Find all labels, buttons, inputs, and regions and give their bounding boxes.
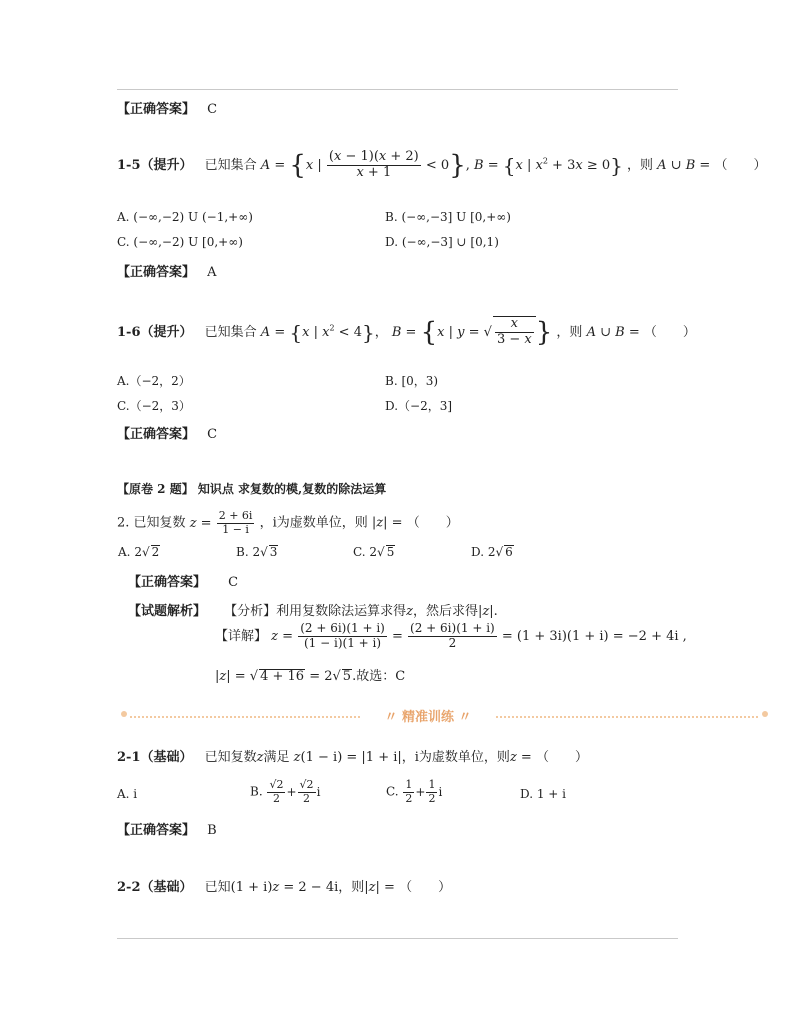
option-b: B. (−∞,−3] U [0,+∞) [385, 210, 511, 224]
option-c [353, 545, 395, 559]
original-question-header: 【原卷 2 题】 知识点 求复数的模,复数的除法运算 [117, 482, 387, 496]
question-number: 1-5（提升） [117, 157, 193, 173]
question-text-b: 满足 [263, 750, 290, 765]
question-text-b: ，则 [338, 880, 365, 895]
answer-parentheses: （ ） [406, 515, 459, 531]
question-1-5-stem [117, 150, 766, 181]
question-number: 1-6（提升） [117, 324, 193, 340]
answer-label: 【正确答案】 [117, 427, 196, 442]
formula-z: z = $\frac{2 + 6i}{1 - i}$ [189, 509, 253, 536]
option-label: B. [236, 545, 249, 559]
option-b: B. [0，3) [385, 374, 439, 388]
option-label: D. [471, 545, 485, 559]
option-label: A. [118, 545, 131, 559]
formula-z-eq: z = [509, 750, 532, 765]
option-d: D.（−2，3] [385, 399, 453, 413]
option-d [471, 545, 514, 559]
conclusion-line [215, 665, 405, 684]
conclusion-text: .故选：C [352, 669, 406, 684]
banner-dot-left [121, 711, 127, 717]
answer-parentheses: （ ） [714, 157, 767, 173]
question-text: 已知 [204, 880, 231, 895]
section-banner [360, 706, 496, 725]
banner-dot-right [762, 711, 768, 717]
option-formula: 1 + i [536, 787, 566, 801]
formula-modulus: |z|. [478, 604, 498, 619]
analysis-text: 【分析】利用复数除法运算求得 [224, 604, 407, 619]
formula-z: z [256, 750, 264, 765]
analysis-label: 【试题解析】 [128, 604, 207, 619]
option-formula: 2√ 2 [134, 545, 160, 559]
detail-line [215, 622, 687, 651]
banner-mark-icon: 〃 [458, 710, 472, 725]
option-d: D. (−∞,−3] ∪ [0,1) [385, 235, 499, 249]
answer-parentheses: （ ） [399, 880, 452, 895]
option-label: C. [353, 545, 366, 559]
option-formula: $\frac{√2}{2}$ + $\frac{√2}{2}$ i [269, 778, 321, 805]
formula-union: A ∪ B = [657, 157, 711, 173]
question-text: 2. 已知复数 [117, 515, 186, 531]
top-rule [117, 89, 678, 90]
answer-line-2-1 [117, 819, 217, 838]
analysis-line [128, 600, 498, 619]
bottom-rule [117, 938, 678, 939]
formula-modulus: |z| = [364, 880, 395, 895]
formula-modulus: |z| = [371, 515, 403, 531]
question-text: 已知复数 [204, 750, 257, 765]
option-formula: 2√ 6 [487, 545, 513, 559]
question-text: 已知集合 [204, 157, 257, 173]
formula-condition: z(1 − i) = |1 + i| [293, 750, 402, 765]
option-b [236, 545, 278, 559]
answer-value: C [207, 102, 218, 117]
option-label: D. [520, 787, 534, 801]
answer-label: 【正确答案】 [117, 823, 196, 838]
option-a: A.（−2，2） [117, 374, 191, 388]
question-number: 2-1（基础） [117, 750, 193, 765]
answer-parentheses: （ ） [643, 324, 696, 340]
answer-value: C [207, 427, 218, 442]
answer-label: 【正确答案】 [117, 265, 196, 280]
question-text-end: ，则 [556, 324, 583, 340]
question-2-1-stem [117, 746, 588, 765]
option-b [250, 779, 320, 805]
banner-line-left [130, 716, 360, 719]
answer-parentheses: （ ） [535, 750, 588, 765]
question-text-c: ，i为虚数单位，则 [401, 750, 510, 765]
option-formula: 2√ 5 [369, 545, 395, 559]
option-c: C. (−∞,−2) U [0,+∞) [117, 235, 243, 249]
option-label: C. [386, 784, 399, 799]
option-a [118, 545, 160, 559]
answer-label: 【正确答案】 [117, 102, 196, 117]
formula-sets: A = {x | $x^2 < 4$}， B = {x | y = √ $\frac{x}{3 - x}$ } [260, 316, 553, 348]
detail-label: 【详解】 [215, 628, 268, 644]
formula-union: A ∪ B = [586, 324, 640, 340]
option-formula: $\frac{1}{2}$ + $\frac{1}{2}$ i [405, 778, 443, 805]
formula-z: z [406, 604, 414, 619]
option-a: A. (−∞,−2) U (−1,+∞) [117, 210, 253, 224]
question-1-6-stem [117, 316, 696, 348]
banner-line-right [496, 716, 758, 719]
analysis-text-b: ，然后求得 [413, 604, 479, 619]
answer-line-1-5 [117, 261, 217, 280]
answer-line-1-6 [117, 423, 217, 442]
option-label: B. [250, 784, 263, 799]
option-a: A. i [117, 787, 138, 801]
answer-value: B [207, 823, 217, 838]
question-text-end: ，则 [627, 157, 654, 173]
conclusion-formula: |z| = √ 4 + 16 = 2√ 5 [215, 669, 352, 684]
question-2-2-stem [117, 876, 451, 895]
answer-value: C [228, 575, 239, 590]
option-formula: 2√ 3 [252, 545, 278, 559]
option-d [520, 787, 566, 801]
original-question-stem [117, 510, 459, 536]
answer-line-1-4 [117, 98, 217, 117]
option-c: C.（−2，3） [117, 399, 191, 413]
question-number: 2-2（基础） [117, 880, 193, 895]
question-text-b: ，i为虚数单位，则 [259, 515, 368, 531]
question-text: 已知集合 [204, 324, 257, 340]
formula-set-a: A = {x | $\frac{(x - 1)(x + 2)}{x + 1}$ < 0}, B = {x | $x^2 + 3x \ge 0$} [260, 149, 623, 181]
answer-label: 【正确答案】 [128, 575, 207, 590]
detail-formula: z = $\frac{(2 + 6i)(1 + i)}{(1 - i)(1 + i)}$ = $\frac{(2 + 6i)(1 + i)}{2}$ = (1 + 3i)(1 + i) = −2 + 4i , [271, 621, 687, 650]
formula-equation: (1 + i)z = 2 − 4i [230, 880, 339, 895]
original-answer-line [128, 571, 238, 590]
banner-mark-icon: 〃 [384, 710, 398, 725]
option-c [386, 779, 442, 805]
banner-title: 精准训练 [401, 710, 454, 725]
answer-value: A [207, 265, 217, 280]
